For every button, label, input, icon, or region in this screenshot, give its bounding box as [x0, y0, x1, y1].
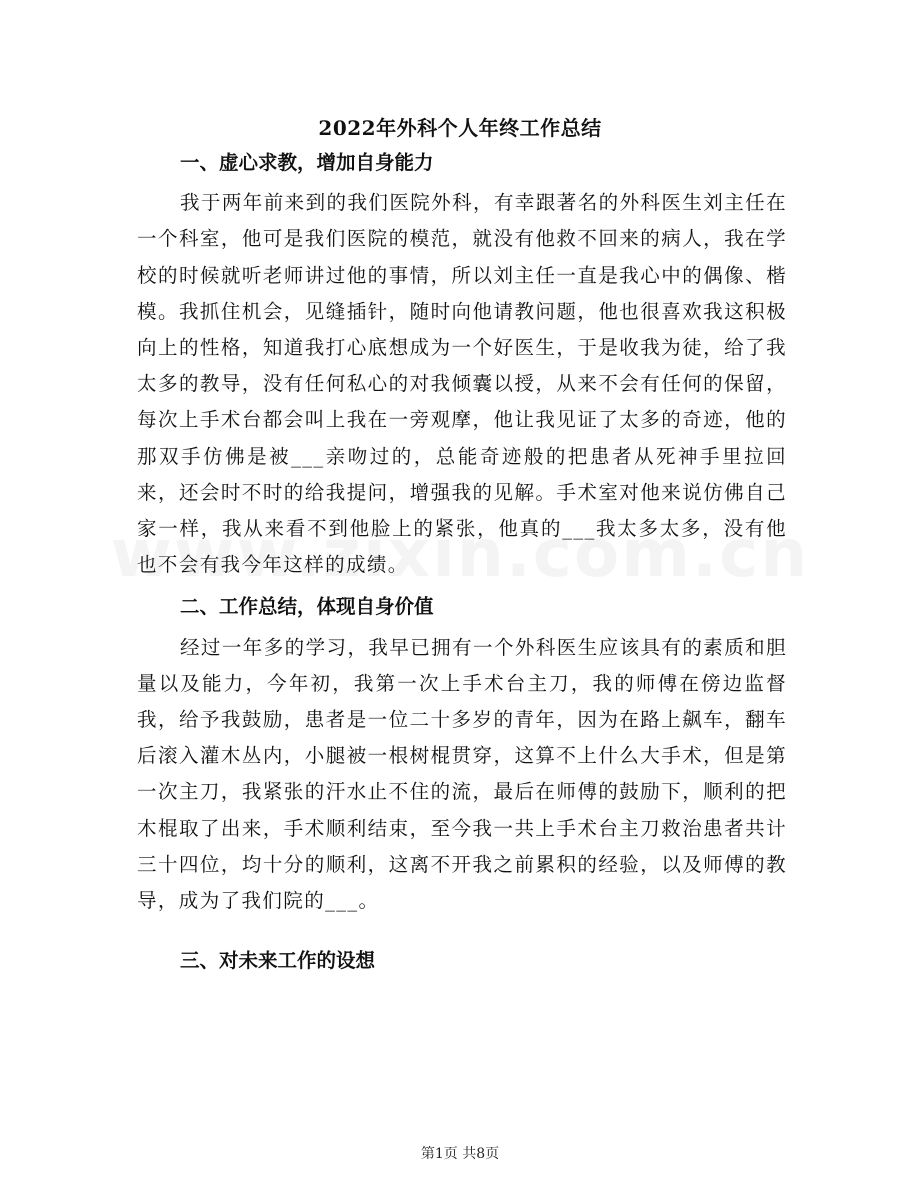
document-body [137, 145, 787, 979]
document-title: 2022年外科个人年终工作总结 [318, 116, 602, 140]
section-paragraph-1: 我于两年前来到的我们医院外科，有幸跟著名的外科医生刘主任在一个科室，他可是我们医院的模范，就没有他救不回来的病人，我在学校的时候就听老师讲过他的事情，所以刘主任一直是我心中的偶像、楷模。我抓住机会，见缝插针，随时向他请教问题，他也很喜欢我这积极向上的性格，知道我打心底想成为一个好医生，于是收我为徒，给了我太多的教导，没有任何私心的对我倾囊以授，从来不会有任何的保留，每次上手术台都会叫上我在一旁观摩，他让我见证了太多的奇迹，他的那双手仿佛是被___亲吻过的，总能奇迹般的把患者从死神手里拉回来，还会时不时的给我提问，增强我的见解。手术室对他来说仿佛自己家一样，我从来看不到他脸上的紧张，他真的___我太多太多，没有他也不会有我今年这样的成绩。 [137, 191, 787, 577]
page-footer: 第1页 共8页 [420, 1146, 500, 1162]
section-heading-1: 一、虚心求教，增加自身能力 [180, 151, 434, 174]
section-paragraph-2: 经过一年多的学习，我早已拥有一个外科医生应该具有的素质和胆量以及能力，今年初，我第一次上手术台主刀，我的师傅在傍边监督我，给予我鼓励，患者是一位二十多岁的青年，因为在路上飙车，翻车后滚入灌木丛内，小腿被一根树棍贯穿，这算不上什么大手术，但是第一次主刀，我紧张的汗水止不住的流，最后在师傅的鼓励下，顺利的把木棍取了出来，手术顺利结束，至今我一共上手术台主刀救治患者共计三十四位，均十分的顺利，这离不开我之前累积的经验，以及师傅的教导，成为了我们院的___。 [137, 635, 787, 913]
section-heading-3: 三、对未来工作的设想 [180, 949, 376, 973]
section-heading-2: 二、工作总结，体现自身价值 [180, 595, 434, 619]
